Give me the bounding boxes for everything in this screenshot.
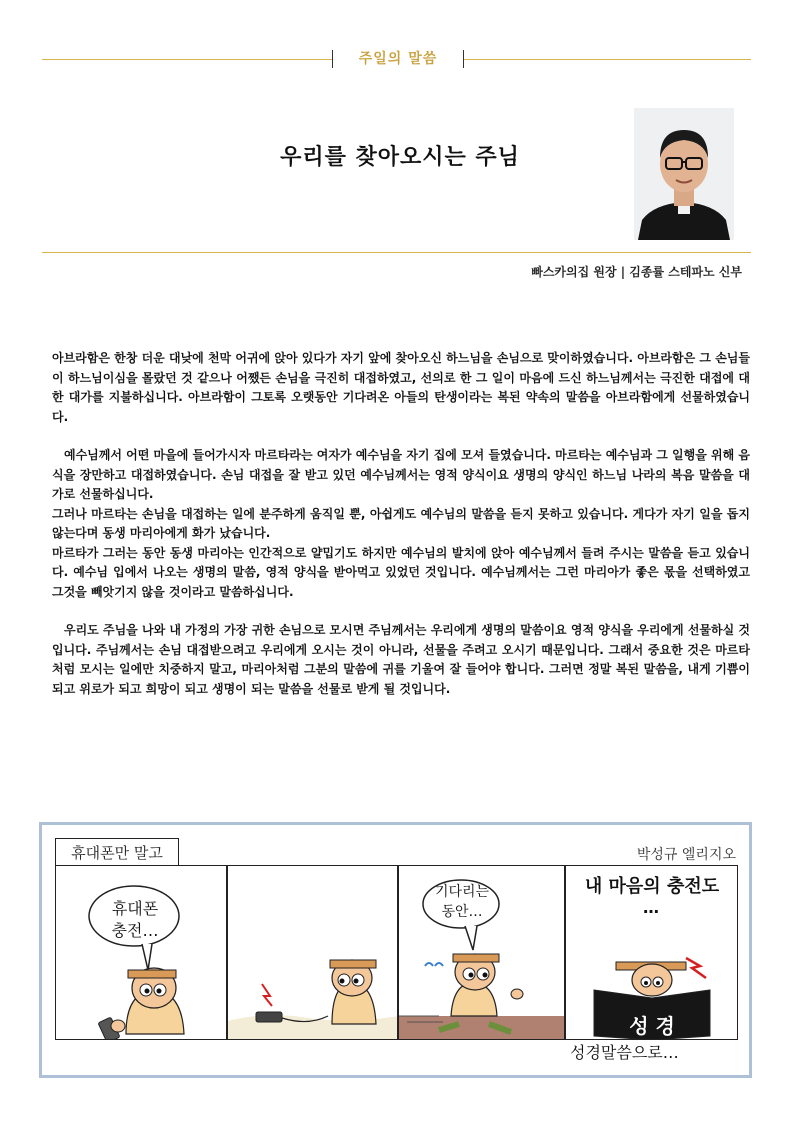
phone-charging-icon: [228, 866, 398, 1040]
comic-caption: 성경말씀으로…: [570, 1043, 679, 1062]
comic-panel-1: [55, 865, 227, 1040]
panel4-dots: …: [643, 898, 659, 917]
paragraph: 예수님께서 어떤 마을에 들어가시자 마르타라는 여자가 예수님을 자기 집에 모셔 들였습니다. 마르타는 예수님과 그 일행을 위해 음식을 장만하고 대접하였습니다. 손님 대접을 잘 받고 있던 예수님께서는 영적 양식이요 생명의 양식인 하느님 나라의 복음 말씀을 대가로 선물하십니다.: [52, 448, 750, 501]
bubble-text-3: 기다리는 동안…: [434, 884, 490, 920]
comic-panel-2: [227, 865, 398, 1040]
header-rule-right: [464, 59, 751, 60]
bible-title: 성 경: [629, 1014, 675, 1038]
section-label: 주일의 말씀: [358, 51, 438, 67]
paragraph: 아브라함은 한창 더운 대낮에 천막 어귀에 앉아 있다가 자기 앞에 찾아오신 하느님을 손님으로 맞이하였습니다. 아브라함은 그 손님들이 하느님이심을 몰랐던 것 같으나 어쨌든 손님을 극진히 대접하였고, 선의로 한 그 일이 마음에 드신 하느님께서는 극진한 대접에 대한 대가를 지불하십니다. 아브라함이 그토록 오랫동안 기다려온 아들의 탄생이라는 복된 약속의 말씀을 아브라함에게 선물하였습니다.: [52, 351, 750, 424]
author-byline: 빠스카의집 원장 | 김종률 스테파노 신부: [531, 265, 742, 279]
comic-panel-3: [398, 865, 565, 1040]
author-portrait-icon: [634, 108, 734, 240]
author-photo: [634, 108, 734, 240]
paragraph: 마르타가 그러는 동안 동생 마리아는 인간적으로 얄밉기도 하지만 예수님의 발치에 앉아 예수님께서 들려 주시는 말씀을 듣고 있습니다. 예수님 입에서 나오는 생명의 말씀, 영적 양식을 받아먹고 있었던 것입니다. 예수님께서는 그런 마리아가 좋은 몫을 선택하였고 그것을 빼앗기지 않을 것이라고 말씀하십니다.: [52, 545, 750, 599]
bubble-text-1: 휴대폰 충전…: [111, 899, 159, 940]
panel4-heading: 내 마음의 충전도: [584, 876, 720, 897]
paragraph: 그러나 마르타는 손님을 대접하는 일에 분주하게 움직일 뿐, 아쉽게도 예수님의 말씀을 듣지 못하고 있습니다. 게다가 자기 일을 돕지 않는다며 동생 마리아에게 화가 났습니다.: [52, 506, 750, 540]
comic-title: 휴대폰만 말고: [55, 838, 179, 866]
paragraph: 우리도 주님을 나와 내 가정의 가장 귀한 손님으로 모시면 주님께서는 우리에게 생명의 말씀이요 영적 양식을 우리에게 선물하실 것입니다. 주님께서는 손님 대접받으려고 우리에게 오시는 것이 아니라, 선물을 주려고 오시기 때문입니다. 그래서 중요한 것은 마르타처럼 모시는 일에만 치중하지 말고, 마리아처럼 그분의 말씀에 귀를 기울여 잘 들어야 합니다. 그러면 정말 복된 말씀을, 내게 기쁨이 되고 위로가 되고 희망이 되고 생명이 되는 말씀을 선물로 받게 될 것입니다.: [52, 623, 750, 696]
title-divider: [42, 252, 751, 253]
comic-author: 박성규 엘리지오: [636, 847, 736, 863]
article-title: 우리를 찾아오시는 주님: [280, 145, 520, 170]
header-rule-left: [42, 59, 332, 60]
article-body: [52, 349, 750, 718]
comic-panel-4: [565, 865, 738, 1040]
character-phone-icon: [56, 866, 227, 1040]
